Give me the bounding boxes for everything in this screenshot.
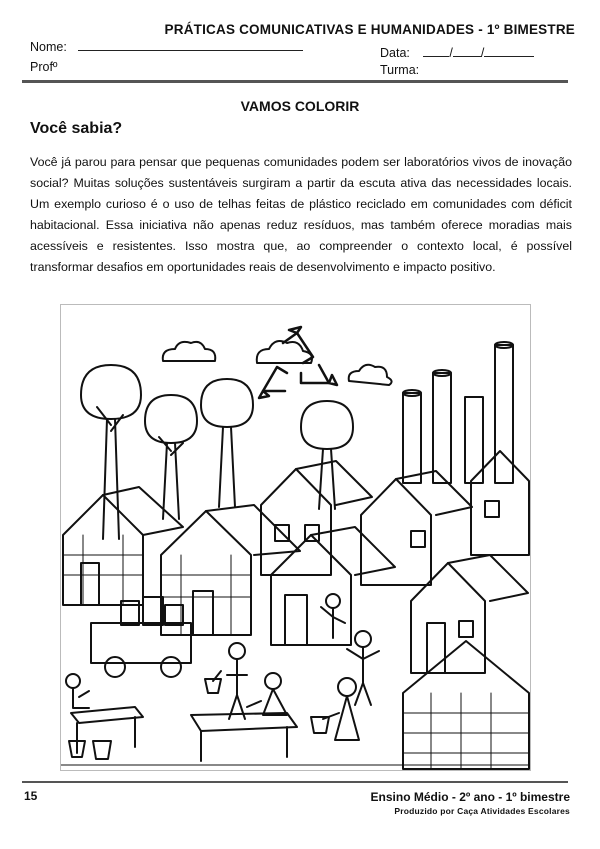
brick-house-icon bbox=[403, 641, 529, 769]
tree-icon bbox=[201, 379, 253, 507]
name-field[interactable] bbox=[30, 40, 303, 54]
person-icon bbox=[321, 594, 345, 638]
teacher-label: Profº bbox=[30, 60, 58, 74]
date-day-line bbox=[423, 46, 449, 57]
tree-icon bbox=[81, 365, 141, 539]
house-icon bbox=[411, 555, 528, 673]
footer-divider bbox=[22, 781, 568, 783]
header-divider bbox=[22, 80, 568, 83]
person-icon bbox=[311, 678, 359, 740]
house-icon bbox=[361, 471, 472, 585]
teacher-field[interactable] bbox=[30, 60, 58, 74]
date-year-line bbox=[484, 46, 534, 57]
date-field[interactable]: Data: / / bbox=[380, 46, 534, 60]
person-icon bbox=[205, 643, 247, 719]
header-title: PRÁTICAS COMUNICATIVAS E HUMANIDADES - 1º BIMESTRE bbox=[164, 22, 575, 37]
person-icon bbox=[247, 673, 287, 715]
body-paragraph: Você já parou para pensar que pequenas comunidades podem ser laboratórios vivos de inovação social? Muitas soluções sustentáveis surgiram a partir da escuta ativa das necessidades locais. Um exemplo curioso é o uso de telhas feitas de plástico reciclado em comunidades com déficit habitacional. Essa iniciativa não apenas reduz resíduos, mas também oferece moradias mais acessíveis e resistentes. Isso mostra que, ao compreender o contexto local, é possível transformar desafios em oportunidades reais de desenvolvimento e impacto positivo. bbox=[30, 155, 572, 274]
subtitle: Você sabia? bbox=[30, 120, 123, 137]
table-icon bbox=[191, 713, 297, 761]
house-icon bbox=[261, 461, 372, 575]
truck-icon bbox=[91, 597, 191, 677]
section-title: VAMOS COLORIR bbox=[240, 98, 360, 114]
name-line bbox=[78, 40, 303, 51]
table-icon bbox=[71, 707, 143, 753]
credit-label: Produzido por Caça Atividades Escolares bbox=[394, 806, 570, 816]
page-number: 15 bbox=[24, 789, 38, 803]
name-label: Nome: bbox=[30, 40, 67, 54]
date-label: Data: bbox=[380, 46, 410, 60]
chimney-icon bbox=[403, 342, 513, 483]
bucket-icon bbox=[69, 741, 111, 759]
house-icon bbox=[63, 487, 183, 605]
date-month-line bbox=[453, 46, 481, 57]
class-field[interactable] bbox=[380, 63, 419, 77]
cloud-icon bbox=[163, 342, 216, 361]
house-icon bbox=[471, 451, 529, 555]
tree-icon bbox=[301, 401, 353, 509]
class-label: Turma: bbox=[380, 63, 420, 77]
course-label: Ensino Médio - 2º ano - 1º bimestre bbox=[370, 790, 570, 804]
cloud-icon bbox=[349, 365, 392, 385]
person-icon bbox=[66, 674, 89, 708]
coloring-illustration bbox=[60, 304, 531, 771]
